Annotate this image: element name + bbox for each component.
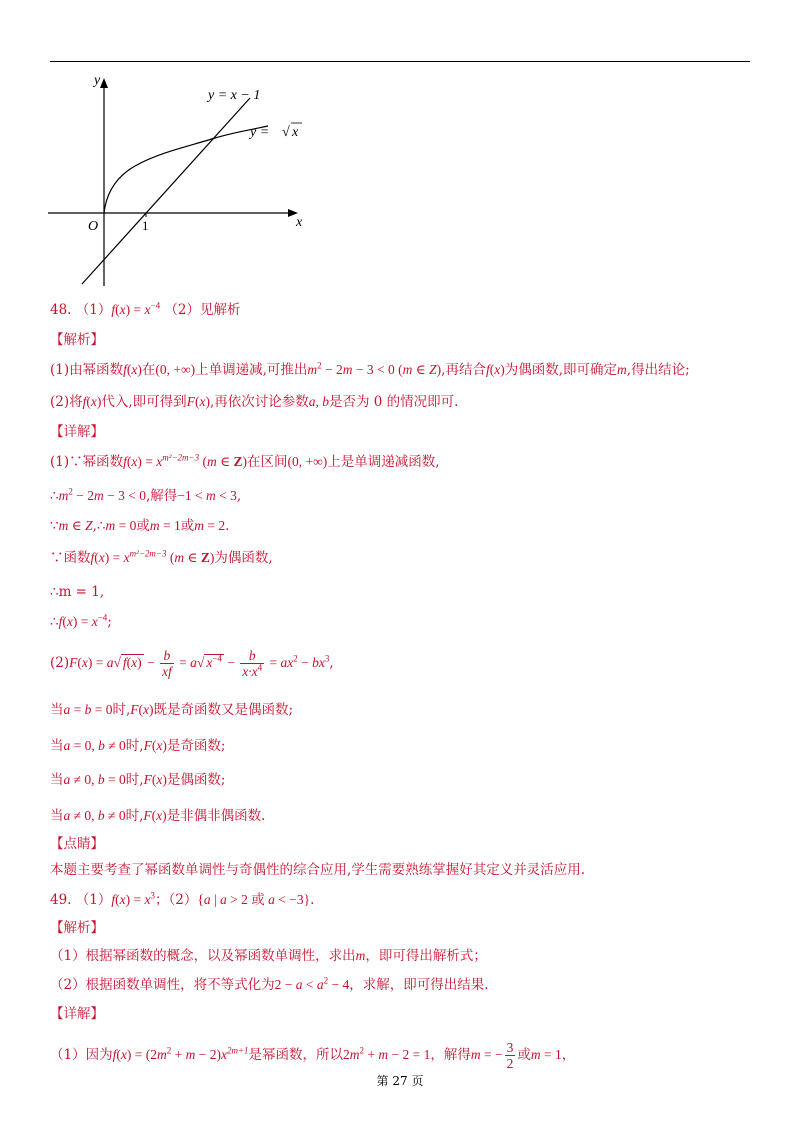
axis-y-label: y: [94, 73, 101, 88]
origin-label: O: [88, 219, 99, 234]
sqrt-radical-sign: √: [282, 125, 290, 140]
q48-detail-5: ∴m = 1,: [50, 584, 105, 600]
q48-detail-6: ∴f(x) = $x^{-4}$;: [50, 612, 112, 630]
q49-analysis-tag: 【解析】: [50, 920, 104, 936]
q48-case-1: 当a = b = 0时,F(x)既是奇函数又是偶函数;: [50, 702, 294, 718]
page-footer: 第 27 页: [376, 1074, 424, 1088]
q48-analysis-2: (2)将f(x)代入,即可得到F(x),再依次讨论参数a, b是否为 0 的情况即可.: [50, 394, 459, 410]
q48-detail-7: (2)F(x) = a√ f(x) − $\frac{b}{xf}$ = a√ $x^{-4}$ − $\frac{b}{x\cdot x^4}$ = $ax^2 - bx^3$,: [50, 648, 334, 679]
q49-heading: 49. $(1)f(x) = x^3$；（2）{a | a > 2 或 a < −3}.: [50, 890, 315, 908]
sqrt-label-radicand: x: [292, 125, 299, 140]
header-rule: [50, 61, 750, 62]
axis-x-label: x: [296, 215, 303, 230]
function-graph: [40, 66, 320, 296]
q48-case-4: 当a ≠ 0, b ≠ 0时,F(x)是非偶非偶函数.: [50, 808, 266, 824]
q49-detail-tag: 【详解】: [50, 1006, 104, 1022]
line-y-x-minus-1: [82, 98, 250, 284]
q48-detail-tag: 【详解】: [50, 424, 104, 440]
q48-detail-4: ∵函数$f(x) = x^{m^2-2m-3}$ (m ∈ Z)为偶函数,: [50, 548, 273, 566]
y-axis-arrow: [100, 78, 108, 88]
q48-comment-tag: 【点睛】: [50, 836, 104, 852]
q48-analysis-1: (1)由幂函数f(x)在(0, +∞)上单调递减,可推出$m^2 - 2m - 3 < 0$ (m ∈ Z),再结合f(x)为偶函数,即可确定m,得出结论;: [50, 360, 690, 378]
q48-analysis-tag: 【解析】: [50, 332, 104, 348]
q48-detail-3: ∵m ∈ Z,∴m = 0或m = 1或m = 2.: [50, 518, 230, 534]
q49-analysis-1: （1）根据幂函数的概念，以及幂函数单调性，求出m，即可得出解析式；: [50, 948, 487, 964]
q49-analysis-2: （2）根据函数单调性，将不等式化为$2 - a < a^2 - 4$，求解，即可得出结果.: [50, 975, 489, 993]
q49-detail-1: （1）因为$f(x) = (2m^2 + m - 2)x^{2m+1}$是幂函数，所以$2m^2 + m - 2 = 1$，解得m = − $\frac{3}{2}$ 或m = 1，: [50, 1040, 576, 1071]
sqrt-label-prefix: y =: [250, 125, 270, 140]
q48-detail-2: $\therefore m^2 - 2m - 3 < 0$,解得−1 < m < 3,: [50, 486, 242, 504]
q48-case-3: 当a ≠ 0, b = 0时,F(x)是偶函数;: [50, 772, 226, 788]
q48-case-2: 当a = 0, b ≠ 0时,F(x)是奇函数;: [50, 738, 226, 754]
line-label: y = x − 1: [208, 88, 261, 103]
tick-one-label: 1: [142, 218, 149, 233]
q48-comment: 本题主要考查了幂函数单调性与奇偶性的综合应用,学生需要熟练掌握好其定义并灵活应用.: [50, 862, 586, 878]
q48-detail-1: (1)∵幂函数$f(x) = x^{m^2-2m-3}$ (m ∈ Z)在区间(0, +∞)上是单调递减函数,: [50, 452, 440, 470]
q48-heading: 48. $(1)f(x) = x^{-4}$ （2）见解析: [50, 300, 241, 318]
